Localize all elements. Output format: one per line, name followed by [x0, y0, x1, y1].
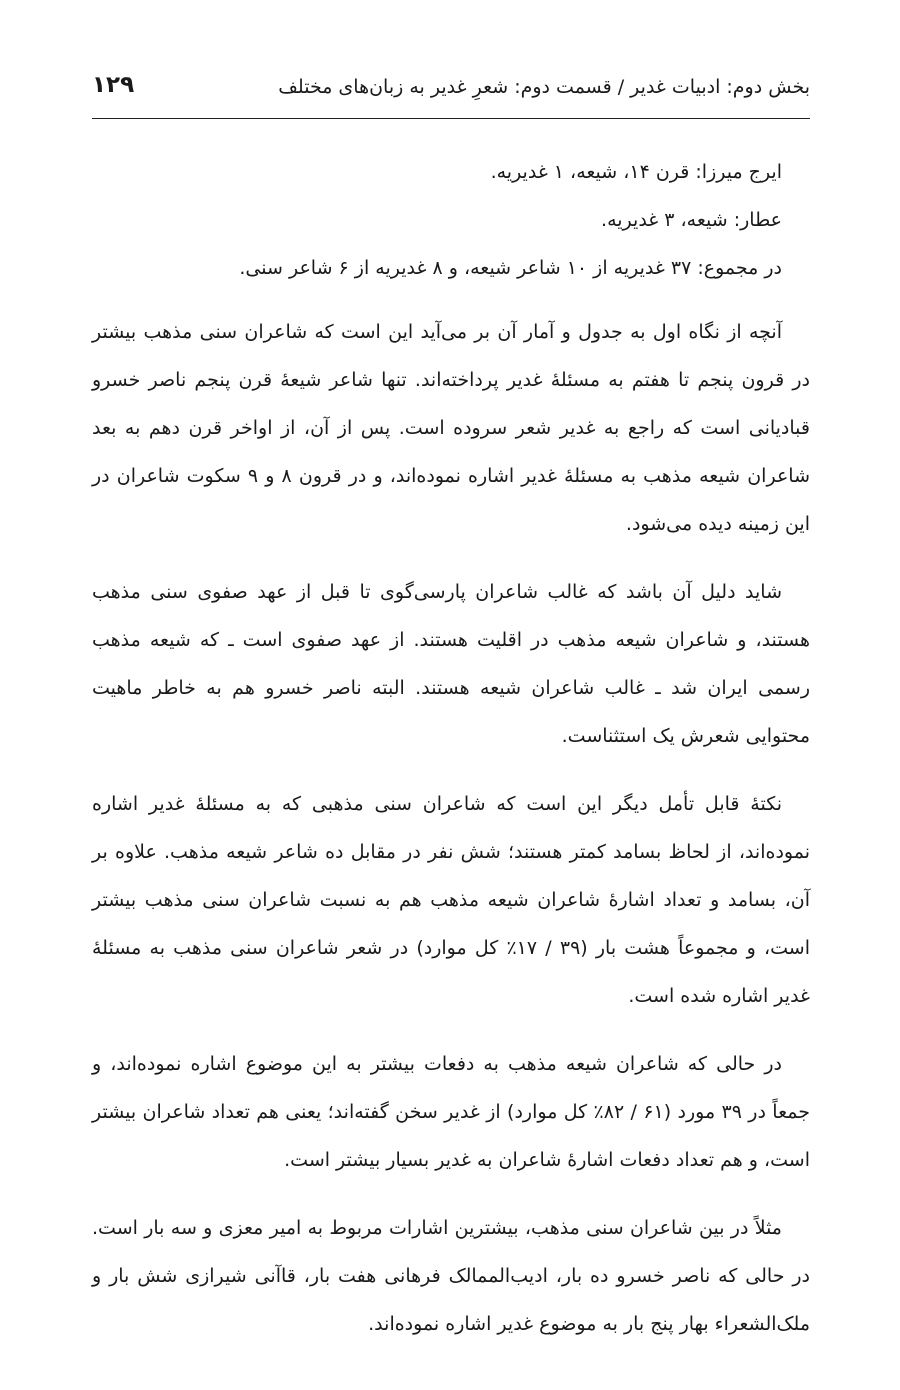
- body-paragraph: آنچه از نگاه اول به جدول و آمار آن بر می‌آید این است که شاعران سنی مذهب بیشتر در قرون پنجم تا هفتم به مسئلهٔ غدیر پرداخته‌اند. تنها شاعر شیعهٔ قرن پنجم ناصر خسرو قبادیانی است که راجع به غدیر شعر سروده است. پس از آن، از اواخر قرن دهم به بعد شاعران شیعه مذهب به مسئلهٔ غدیر اشاره نموده‌اند، و در قرون ۸ و ۹ سکوت شاعران در این زمینه دیده می‌شود.: [92, 321, 810, 535]
- book-page: [92, 0, 810, 1390]
- running-header-title: بخش دوم: ادبیات غدیر / قسمت دوم: شعرِ غدیر به زبان‌های مختلف: [278, 76, 810, 98]
- body-paragraph: در حالی که شاعران شیعه مذهب به دفعات بیشتر به این موضوع اشاره نموده‌اند، و جمعاً در ۳۹ مورد (۶۱ / ۸۲٪ کل موارد) از غدیر سخن گفته‌اند؛ یعنی هم تعداد شاعران بیشتر است، و هم تعداد دفعات اشارهٔ شاعران به غدیر بسیار بیشتر است.: [92, 1053, 810, 1171]
- page-number: ۱۲۹: [92, 72, 135, 98]
- body-paragraph: مثلاً در بین شاعران سنی مذهب، بیشترین اشارات مربوط به امیر معزی و سه بار است. در حالی که ناصر خسرو ده بار، ادیب‌الممالک فرهانی هفت بار، قاآنی شیرازی شش بار و ملک‌الشعراء بهار پنج بار به موضوع غدیر اشاره نموده‌اند.: [92, 1217, 810, 1335]
- running-header: [92, 66, 810, 119]
- page-body: [92, 148, 810, 1368]
- statistics-line: عطار: شیعه، ۳ غدیریه.: [601, 209, 782, 231]
- statistics-line: در مجموع: ۳۷ غدیریه از ۱۰ شاعر شیعه، و ۸ غدیریه از ۶ شاعر سنی.: [239, 257, 782, 279]
- body-paragraph: شاید دلیل آن باشد که غالب شاعران پارسی‌گوی تا قبل از عهد صفوی سنی مذهب هستند، و شاعران شیعه مذهب در اقلیت هستند. از عهد صفوی است ـ که شیعه مذهب رسمی ایران شد ـ غالب شاعران شیعه هستند. البته ناصر خسرو هم به خاطر ماهیت محتوایی شعرش یک استثناست.: [92, 581, 810, 747]
- body-paragraph: نکتهٔ قابل تأمل دیگر این است که شاعران سنی مذهبی که به مسئلهٔ غدیر اشاره نموده‌اند، از لحاظ بسامد کمتر هستند؛ شش نفر در مقابل ده شاعر شیعه مذهب. علاوه بر آن، بسامد و تعداد اشارهٔ شاعران شیعه مذهب هم به نسبت شاعران سنی مذهب بیشتر است، و مجموعاً هشت بار (۳۹ / ۱۷٪ کل موارد) در شعر شاعران سنی مذهب به مسئلهٔ غدیر اشاره شده است.: [92, 793, 810, 1007]
- statistics-line: ایرج میرزا: قرن ۱۴، شیعه، ۱ غدیریه.: [490, 161, 782, 183]
- statistics-list: [92, 148, 810, 292]
